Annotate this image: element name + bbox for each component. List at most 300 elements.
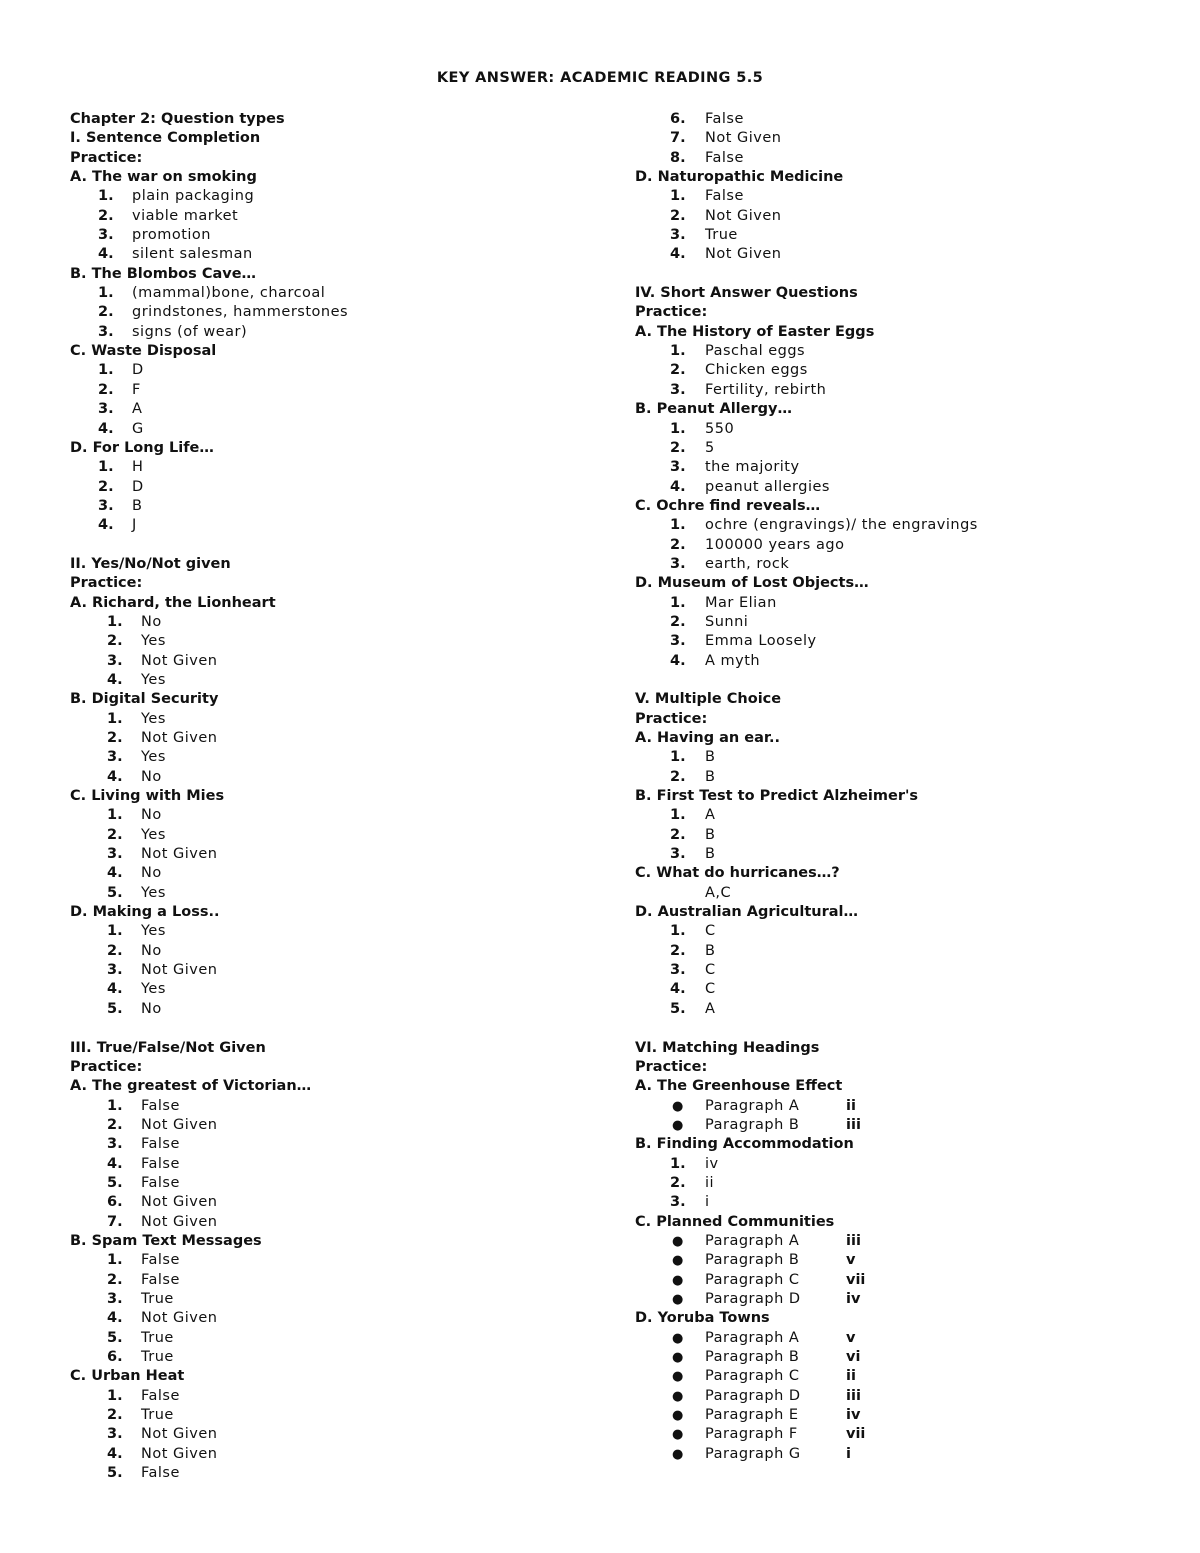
answer-item (635, 187, 1155, 206)
item-number: 3. (670, 381, 686, 398)
section-heading: Practice: (635, 710, 708, 727)
answer-item (70, 1251, 610, 1270)
answer-item (70, 516, 610, 535)
answer-text: ochre (engravings)/ the engravings (705, 517, 978, 534)
item-number: 3. (670, 459, 686, 476)
answer-item (70, 1271, 610, 1290)
section-heading: C. Waste Disposal (70, 343, 217, 360)
item-number: 2. (670, 942, 686, 959)
item-number: 3. (107, 1290, 123, 1307)
answer-text: Not Given (141, 1194, 218, 1211)
answer-text: Not Given (705, 207, 782, 224)
section-heading: D. Museum of Lost Objects… (635, 575, 869, 592)
item-number: 2. (107, 1116, 123, 1133)
answer-text: True (141, 1407, 174, 1424)
answer-item (70, 710, 610, 729)
answer-text: B (705, 942, 716, 959)
item-number: 4. (670, 246, 686, 263)
section-heading: Chapter 2: Question types (70, 111, 285, 127)
answer-item (635, 478, 1155, 497)
section-heading: D. Making a Loss.. (70, 904, 220, 921)
answer-text: True (141, 1290, 174, 1307)
answer-text: 100000 years ago (705, 536, 845, 553)
answer-text: Fertility, rebirth (705, 381, 827, 398)
answer-item (70, 806, 610, 825)
answer-text: True (141, 1349, 174, 1365)
answer-text: 5 (705, 439, 715, 456)
blank-line (70, 1019, 610, 1038)
answer-text: Yes (141, 826, 166, 843)
bullet-icon: ● (672, 1350, 684, 1365)
answer-text: Not Given (141, 652, 218, 669)
answer-item (635, 768, 1155, 787)
item-number: 3. (107, 1426, 123, 1443)
answer-item (70, 768, 610, 787)
item-number: 3. (107, 652, 123, 669)
answer-text: B (705, 826, 716, 843)
answer-item (635, 884, 1155, 903)
heading-number: ii (846, 1368, 856, 1385)
item-number: 3. (670, 962, 686, 979)
answer-item (70, 284, 610, 303)
answer-text: False (141, 1465, 180, 1482)
item-number: 1. (670, 749, 686, 766)
section-heading: Practice: (635, 304, 708, 321)
answer-text: Yes (141, 710, 166, 727)
item-number: 4. (107, 1155, 123, 1172)
heading-number: vii (846, 1426, 866, 1443)
item-number: 1. (670, 923, 686, 940)
answer-item (70, 632, 610, 651)
answer-text: B (705, 846, 716, 863)
item-number: 4. (107, 768, 123, 785)
answer-item (635, 1000, 1155, 1019)
bullet-icon: ● (672, 1098, 684, 1114)
item-number: 2. (670, 1174, 686, 1191)
answer-text: D (132, 478, 144, 495)
answer-text: No (141, 942, 162, 959)
section-heading: A. The Greenhouse Effect (635, 1078, 843, 1095)
answer-item (70, 1329, 610, 1348)
section-heading: II. Yes/No/Not given (70, 555, 231, 572)
answer-item (70, 1155, 610, 1174)
heading-match-item (635, 1097, 1155, 1116)
item-number: 2. (107, 826, 123, 843)
heading-match-item (635, 1425, 1155, 1444)
heading-number: iii (846, 1232, 861, 1249)
item-number: 1. (107, 807, 123, 824)
answer-text: Not Given (141, 1213, 218, 1230)
item-number: 1. (98, 285, 114, 302)
answer-item (635, 942, 1155, 961)
answer-item (70, 729, 610, 748)
item-number: 4. (107, 671, 123, 688)
paragraph-label: Paragraph F (705, 1426, 798, 1443)
answer-item (70, 1348, 610, 1367)
item-number: 3. (98, 497, 114, 514)
section-heading: C. What do hurricanes…? (635, 865, 840, 882)
item-number: 2. (670, 536, 686, 553)
answer-text: signs (of wear) (132, 323, 248, 340)
answer-text: Yes (141, 749, 166, 766)
answer-text: C (705, 981, 716, 998)
section-heading: B. The Blombos Cave… (70, 265, 257, 282)
item-number: 3. (670, 633, 686, 650)
answer-item (70, 1425, 610, 1444)
answer-item (70, 1387, 610, 1406)
paragraph-label: Paragraph A (705, 1232, 800, 1249)
answer-item (70, 303, 610, 322)
heading-number: ii (846, 1097, 856, 1114)
item-number: 4. (670, 652, 686, 669)
answer-text: A (705, 807, 716, 824)
bullet-icon: ● (672, 1272, 684, 1288)
section-heading: VI. Matching Headings (635, 1039, 820, 1056)
answer-text: grindstones, hammerstones (132, 304, 349, 321)
answer-item (635, 613, 1155, 632)
item-number: 3. (670, 227, 686, 244)
answer-item (635, 826, 1155, 845)
answer-text: Not Given (705, 246, 782, 263)
bullet-icon: ● (672, 1408, 684, 1424)
item-number: 1. (107, 1252, 123, 1269)
answer-item (635, 1174, 1155, 1193)
answer-text: Yes (141, 884, 166, 901)
answer-text: H (132, 459, 144, 476)
answer-text: D (132, 362, 144, 379)
item-number: 7. (107, 1213, 123, 1230)
answer-text: B (705, 749, 716, 766)
section-heading: IV. Short Answer Questions (635, 285, 858, 302)
answer-text: False (705, 188, 744, 205)
answer-text: Not Given (141, 1310, 218, 1327)
item-number: 2. (98, 304, 114, 321)
answer-text: Not Given (141, 962, 218, 979)
answer-item (635, 594, 1155, 613)
answer-text: False (141, 1174, 180, 1191)
item-number: 2. (107, 942, 123, 959)
item-number: 1. (98, 362, 114, 379)
answer-text: Not Given (705, 130, 782, 147)
bullet-icon: ● (672, 1233, 684, 1249)
blank-line (635, 1019, 1155, 1038)
answer-item (635, 961, 1155, 980)
answer-text: Mar Elian (705, 594, 777, 611)
item-number: 3. (670, 1194, 686, 1211)
answer-item (70, 1116, 610, 1135)
answer-text: True (705, 227, 738, 244)
item-number: 4. (107, 1310, 123, 1327)
answer-text: A (132, 401, 143, 418)
answer-item (635, 226, 1155, 245)
answer-item (635, 342, 1155, 361)
heading-match-item (635, 1232, 1155, 1251)
answer-text: False (141, 1136, 180, 1153)
answer-text: Yes (141, 671, 166, 688)
section-heading: A. The History of Easter Eggs (635, 323, 875, 340)
item-number: 2. (98, 478, 114, 495)
answer-text: F (132, 381, 141, 398)
answer-text: No (141, 865, 162, 882)
answer-item (70, 1000, 610, 1019)
answer-text: Emma Loosely (705, 633, 817, 650)
answer-item (70, 497, 610, 516)
answer-item (70, 922, 610, 941)
paragraph-label: Paragraph A (705, 1097, 800, 1114)
item-number: 1. (670, 517, 686, 534)
answer-text: i (705, 1194, 710, 1211)
answer-item (635, 632, 1155, 651)
section-heading: B. First Test to Predict Alzheimer's (635, 788, 919, 805)
answer-text: B (705, 768, 716, 785)
bullet-icon: ● (672, 1446, 684, 1462)
item-number: 5. (670, 1000, 686, 1017)
answer-text: silent salesman (132, 246, 253, 263)
page-title: KEY ANSWER: ACADEMIC READING 5.5 (436, 70, 764, 86)
section-heading: B. Finding Accommodation (635, 1136, 854, 1153)
left-column (70, 110, 610, 1483)
heading-number: iv (846, 1290, 861, 1307)
section-heading: Practice: (635, 1058, 708, 1075)
item-number: 2. (670, 768, 686, 785)
item-number: 4. (107, 1445, 123, 1462)
answer-text: peanut allergies (705, 478, 830, 495)
heading-number: iii (846, 1116, 861, 1133)
answer-text: Not Given (141, 1426, 218, 1443)
item-number: 2. (107, 1407, 123, 1424)
answer-item (70, 748, 610, 767)
heading-number: v (846, 1252, 856, 1269)
answer-item (70, 845, 610, 864)
heading-match-item (635, 1367, 1155, 1386)
item-number: 2. (670, 613, 686, 630)
item-number: 2. (107, 1271, 123, 1288)
answer-item (635, 458, 1155, 477)
item-number: 3. (670, 555, 686, 572)
item-number: 5. (107, 884, 123, 901)
item-number: 1. (107, 1097, 123, 1114)
item-number: 1. (107, 613, 123, 630)
answer-item (70, 980, 610, 999)
item-number: 5. (107, 1465, 123, 1482)
answer-item (70, 1406, 610, 1425)
section-heading: C. Urban Heat (70, 1368, 185, 1385)
answer-text: C (705, 923, 716, 940)
item-number: 6. (107, 1194, 123, 1211)
answer-item (635, 439, 1155, 458)
item-number: 2. (98, 207, 114, 224)
bullet-icon: ● (672, 1117, 684, 1133)
heading-number: vii (846, 1271, 866, 1288)
item-number: 4. (107, 865, 123, 882)
answer-item (70, 226, 610, 245)
item-number: 1. (98, 459, 114, 476)
bullet-icon: ● (672, 1291, 684, 1307)
heading-match-item (635, 1348, 1155, 1367)
item-number: 7. (670, 130, 686, 147)
answer-text: Not Given (141, 846, 218, 863)
answer-text: Paschal eggs (705, 343, 806, 360)
answer-item (635, 980, 1155, 999)
answer-text: Yes (141, 981, 166, 998)
section-heading: D. Australian Agricultural… (635, 904, 859, 921)
answer-item (635, 1155, 1155, 1174)
heading-number: iv (846, 1407, 861, 1424)
answer-text: No (141, 807, 162, 824)
paragraph-label: Paragraph A (705, 1329, 800, 1346)
section-heading: B. Peanut Allergy… (635, 401, 792, 418)
item-number: 3. (107, 962, 123, 979)
blank-line (70, 536, 610, 555)
answer-text: ii (705, 1174, 715, 1191)
answer-text: No (141, 768, 162, 785)
section-heading: D. For Long Life… (70, 439, 214, 456)
bullet-icon: ● (672, 1388, 684, 1404)
heading-match-item (635, 1329, 1155, 1348)
item-number: 5. (107, 1329, 123, 1346)
answer-text: True (141, 1329, 174, 1346)
item-number: 6. (107, 1349, 123, 1365)
answer-text: promotion (132, 227, 211, 244)
item-number: 3. (107, 1136, 123, 1153)
item-number: 3. (98, 401, 114, 418)
item-number: 6. (670, 111, 686, 127)
bullet-icon: ● (672, 1369, 684, 1385)
item-number: 3. (98, 323, 114, 340)
answer-item (635, 420, 1155, 439)
item-number: 1. (107, 1387, 123, 1404)
item-number: 4. (98, 246, 114, 263)
item-number: 1. (670, 343, 686, 360)
answer-item (635, 748, 1155, 767)
answer-item (70, 361, 610, 380)
answer-text: Not Given (141, 1445, 218, 1462)
answer-text: False (141, 1252, 180, 1269)
answer-item (70, 400, 610, 419)
section-heading: Practice: (70, 575, 143, 592)
answer-item (635, 110, 1155, 129)
answer-item (70, 1174, 610, 1193)
answer-text: A myth (705, 652, 761, 669)
answer-item (70, 207, 610, 226)
answer-text: Chicken eggs (705, 362, 808, 379)
answer-item (635, 149, 1155, 168)
answer-item (635, 129, 1155, 148)
answer-item (635, 1193, 1155, 1212)
section-heading: V. Multiple Choice (635, 691, 782, 708)
answer-text: Sunni (705, 613, 749, 630)
item-number: 4. (670, 981, 686, 998)
answer-item (635, 245, 1155, 264)
paragraph-label: Paragraph D (705, 1290, 801, 1307)
answer-text: J (132, 517, 137, 534)
bullet-icon: ● (672, 1427, 684, 1443)
answer-text: False (705, 111, 744, 127)
paragraph-label: Paragraph G (705, 1445, 801, 1462)
bullet-icon: ● (672, 1253, 684, 1269)
answer-item (635, 806, 1155, 825)
section-heading: A. Richard, the Lionheart (70, 594, 276, 611)
answer-text: plain packaging (132, 188, 255, 205)
answer-text: Yes (141, 923, 166, 940)
answer-text: False (141, 1271, 180, 1288)
answer-item (635, 555, 1155, 574)
item-number: 4. (107, 981, 123, 998)
item-number: 3. (107, 846, 123, 863)
section-heading: A. Having an ear.. (635, 730, 781, 746)
answer-item (70, 1193, 610, 1212)
answer-item (70, 478, 610, 497)
answer-text: G (132, 420, 144, 437)
blank-line (635, 671, 1155, 690)
item-number: 1. (670, 594, 686, 611)
item-number: 1. (107, 923, 123, 940)
heading-match-item (635, 1445, 1155, 1464)
item-number: 8. (670, 149, 686, 166)
answer-item (70, 1290, 610, 1309)
answer-item (70, 1309, 610, 1328)
answer-item (635, 516, 1155, 535)
heading-number: iii (846, 1387, 861, 1404)
answer-item (70, 323, 610, 342)
item-number: 1. (670, 188, 686, 205)
item-number: 1. (98, 188, 114, 205)
heading-match-item (635, 1116, 1155, 1135)
answer-item (70, 652, 610, 671)
answer-item (635, 361, 1155, 380)
section-heading: Practice: (70, 1058, 143, 1075)
answer-text: C (705, 962, 716, 979)
answer-text: Not Given (141, 1116, 218, 1133)
section-heading: C. Planned Communities (635, 1213, 835, 1230)
item-number: 2. (670, 207, 686, 224)
item-number: 2. (98, 381, 114, 398)
section-heading: D. Yoruba Towns (635, 1310, 770, 1327)
answer-text: False (141, 1155, 180, 1172)
paragraph-label: Paragraph C (705, 1368, 800, 1385)
answer-item (70, 613, 610, 632)
section-heading: C. Ochre find reveals… (635, 497, 821, 514)
paragraph-label: Paragraph B (705, 1252, 800, 1269)
answer-text: False (141, 1387, 180, 1404)
item-number: 1. (670, 420, 686, 437)
answer-text: A (705, 1000, 716, 1017)
answer-item (635, 845, 1155, 864)
answer-item (70, 1464, 610, 1483)
answer-text: (mammal)bone, charcoal (132, 285, 326, 302)
answer-text: the majority (705, 459, 800, 476)
answer-text: earth, rock (705, 555, 790, 572)
paragraph-label: Paragraph E (705, 1407, 799, 1424)
heading-match-item (635, 1251, 1155, 1270)
item-number: 2. (107, 730, 123, 746)
answer-text: No (141, 1000, 162, 1017)
bullet-icon: ● (672, 1330, 684, 1346)
item-number: 2. (670, 439, 686, 456)
section-heading: Practice: (70, 149, 143, 166)
answer-text: 550 (705, 420, 735, 437)
section-heading: III. True/False/Not Given (70, 1039, 266, 1056)
answer-item (635, 922, 1155, 941)
answer-text: A,C (705, 884, 732, 901)
paragraph-label: Paragraph B (705, 1349, 800, 1365)
section-heading: A. The greatest of Victorian… (70, 1078, 312, 1095)
item-number: 1. (107, 710, 123, 727)
answer-item (70, 1213, 610, 1232)
answer-item (70, 1135, 610, 1154)
heading-number: vi (846, 1349, 861, 1365)
item-number: 3. (98, 227, 114, 244)
